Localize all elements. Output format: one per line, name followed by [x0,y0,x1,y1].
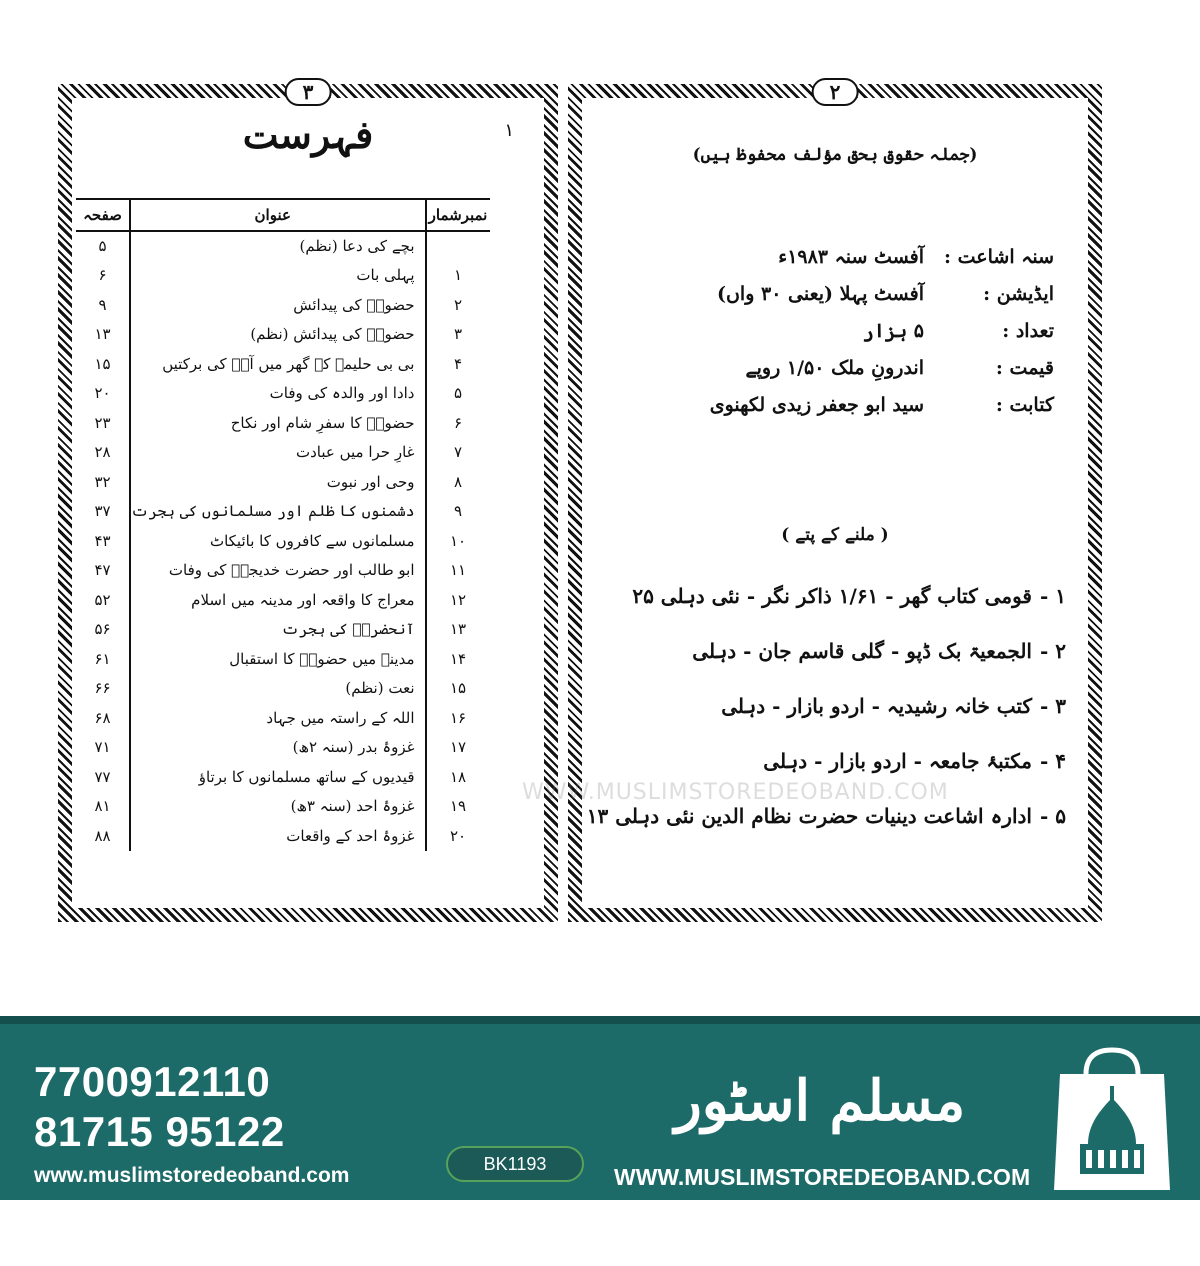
contents-row [76,467,490,497]
entry-title: ابو طالب اور حضرت خدیجہؓ کی وفات [168,561,415,580]
contents-row [76,349,490,379]
entry-page: ۵۲ [76,585,130,615]
entry-page: ۲۳ [76,408,130,438]
address-number: ۳ - [1039,693,1066,718]
entry-title: بی بی حلیمہ کے گھر میں آپؐ کی برکتیں [162,354,415,373]
entry-page: ۶۱ [76,644,130,674]
store-banner [0,1016,1200,1244]
imprint-label: ایڈیشن : [983,282,1054,305]
entry-page: ۷۱ [76,733,130,763]
entry-page: ۱۵ [76,349,130,379]
entry-title: دشمنوں کا ظلم اور مسلمانوں کی ہجرت [131,502,415,521]
imprint-value: اندرونِ ملک ۱/۵۰ روپے [745,356,924,379]
address-row [602,568,1066,623]
entry-number: ۸ [426,467,490,497]
address-row [586,788,1066,843]
entry-title: حضورؐ کی پیدائش [293,295,415,314]
addresses-heading: ( ملنے کے پتے ) [781,525,889,545]
entry-page: ۶۶ [76,674,130,704]
entry-page: ۳۲ [76,467,130,497]
imprint-page [568,80,1102,922]
entry-page: ۷۷ [76,762,130,792]
entry-number: ۱۱ [426,556,490,586]
contents-row [76,556,490,586]
entry-title: دادا اور والدہ کی وفات [269,384,415,403]
imprint-label: سنہ اشاعت : [943,245,1054,268]
contents-page [58,80,558,922]
contents-heading: فہرست [242,112,374,157]
entry-title: نعت (نظم) [345,679,415,698]
entry-number: ۵ [426,379,490,409]
address-text: کتب خانہ رشیدیہ - اردو بازار - دہلی [721,693,1032,718]
contents-row [76,585,490,615]
contents-table [76,198,490,851]
entry-number: ۲۰ [426,821,490,851]
page-number: ۳ [285,78,332,106]
entry-number: ۶ [426,408,490,438]
entry-number: ۴ [426,349,490,379]
entry-number: ۱۲ [426,585,490,615]
contents-row [76,792,490,822]
entry-title: بچے کی دعا (نظم) [299,237,415,256]
brand-wordmark: مسلم اسٹور دیوبند [674,1068,966,1244]
contents-row [76,615,490,645]
phone-number-2[interactable]: 81715 95122 [34,1108,285,1155]
entry-title: مدینہ میں حضورؐ کا استقبال [229,649,415,668]
entry-title: غزوۂ بدر (سنہ ۲ھ) [292,738,415,757]
imprint-value: آفسٹ پہلا (یعنی ۳۰ واں) [716,282,924,305]
address-number: ۵ - [1039,803,1066,828]
entry-title: پہلی بات [356,266,415,285]
entry-page: ۴۳ [76,526,130,556]
copyright-notice: (جملہ حقوق بحق مؤلف محفوظ ہیں) [692,145,978,165]
address-row [602,623,1066,678]
entry-page: ۶۸ [76,703,130,733]
entry-title: قیدیوں کے ساتھ مسلمانوں کا برتاؤ [198,767,415,786]
imprint-label: قیمت : [995,356,1054,379]
contents-row [76,733,490,763]
contents-row [76,290,490,320]
entry-title: معراج کا واقعہ اور مدینہ میں اسلام [191,590,415,609]
address-text: مکتبۂ جامعہ - اردو بازار - دہلی [763,748,1032,773]
entry-title: وحی اور نبوت [326,472,415,491]
entry-title: آنحضرتؐ کی ہجرت [281,620,415,639]
contents-row [76,821,490,851]
contents-row [76,320,490,350]
contents-body [76,231,490,851]
imprint-details [612,238,1054,423]
imprint-value: آفسٹ سنہ ۱۹۸۳ء [778,245,924,268]
imprint-row [612,238,1054,275]
entry-page: ۱۳ [76,320,130,350]
sku-badge: BK1193 [446,1146,584,1182]
entry-number: ۱۰ [426,526,490,556]
entry-title: غزوۂ احد (سنہ ۳ھ) [290,797,415,816]
entry-title: مسلمانوں سے کافروں کا بائیکاٹ [209,531,415,550]
serial-column-header: نمبرشمار [426,199,490,231]
entry-number: ۱۶ [426,703,490,733]
entry-page: ۳۷ [76,497,130,527]
entry-number: ۱۴ [426,644,490,674]
entry-page: ۲۰ [76,379,130,409]
shopping-bag-mosque-icon [1046,1044,1178,1196]
entry-number: ۱۵ [426,674,490,704]
entry-title: حضورؐ کی پیدائش (نظم) [250,325,415,344]
imprint-value: سید ابو جعفر زیدی لکھنوی [709,393,924,416]
entry-number: ۱ [426,261,490,291]
book-spread [52,60,1108,890]
address-list [586,568,1066,843]
entry-page: ۸۸ [76,821,130,851]
contents-row [76,762,490,792]
entry-page: ۵ [76,231,130,261]
contents-row [76,231,490,261]
contents-row [76,703,490,733]
imprint-row [612,275,1054,312]
imprint-row [612,349,1054,386]
entry-number: ۱۸ [426,762,490,792]
imprint-label: کتابت : [995,393,1054,416]
website-caption[interactable]: WWW.MUSLIMSTOREDEOBAND.COM [614,1164,1031,1190]
entry-page: ۶ [76,261,130,291]
entry-title: غارِ حرا میں عبادت [295,443,415,462]
entry-title: غزوۂ احد کے واقعات [286,826,415,845]
contents-row [76,674,490,704]
corner-mark: ۱ [504,120,514,141]
contents-row [76,497,490,527]
entry-page: ۲۸ [76,438,130,468]
entry-title: اللہ کے راستہ میں جہاد [266,708,415,727]
contents-row [76,526,490,556]
page-number: ۲ [812,78,859,106]
entry-number: ۱۳ [426,615,490,645]
entry-number: ۱۹ [426,792,490,822]
address-number: ۴ - [1039,748,1066,773]
title-column-header: عنوان [130,199,426,231]
entry-title: حضورؐ کا سفرِ شام اور نکاح [230,413,415,432]
address-text: ادارہ اشاعت دینیات حضرت نظام الدین نئی دہلی ۱۳ [586,803,1032,828]
imprint-row [612,312,1054,349]
entry-number: ۱۷ [426,733,490,763]
entry-page: ۸۱ [76,792,130,822]
entry-number [426,231,490,261]
address-text: قومی کتاب گھر - ۱/۶۱ ذاکر نگر - نئی دہلی ۲۵ [632,583,1032,608]
entry-number: ۷ [426,438,490,468]
entry-number: ۳ [426,320,490,350]
phone-number-1[interactable]: 7700912110 [34,1058,271,1105]
contents-header-row [76,199,490,231]
entry-page: ۵۶ [76,615,130,645]
watermark: WWW.MUSLIMSTOREDEOBAND.COM [522,780,949,805]
entry-page: ۴۷ [76,556,130,586]
website-link[interactable]: www.muslimstoredeoband.com [34,1164,350,1187]
address-row [602,733,1066,788]
entry-page: ۹ [76,290,130,320]
contents-row [76,261,490,291]
address-number: ۲ - [1039,638,1066,663]
imprint-row [612,386,1054,423]
contents-row [76,644,490,674]
contents-row [76,408,490,438]
entry-number: ۲ [426,290,490,320]
address-row [602,678,1066,733]
address-text: الجمعیۃ بک ڈپو - گلی قاسم جان - دہلی [692,638,1032,663]
imprint-label: تعداد : [1002,319,1054,342]
imprint-value: ۵ ہزار [862,319,924,342]
address-number: ۱ - [1039,583,1066,608]
contents-row [76,438,490,468]
contents-row [76,379,490,409]
page-column-header: صفحہ [76,199,130,231]
entry-number: ۹ [426,497,490,527]
